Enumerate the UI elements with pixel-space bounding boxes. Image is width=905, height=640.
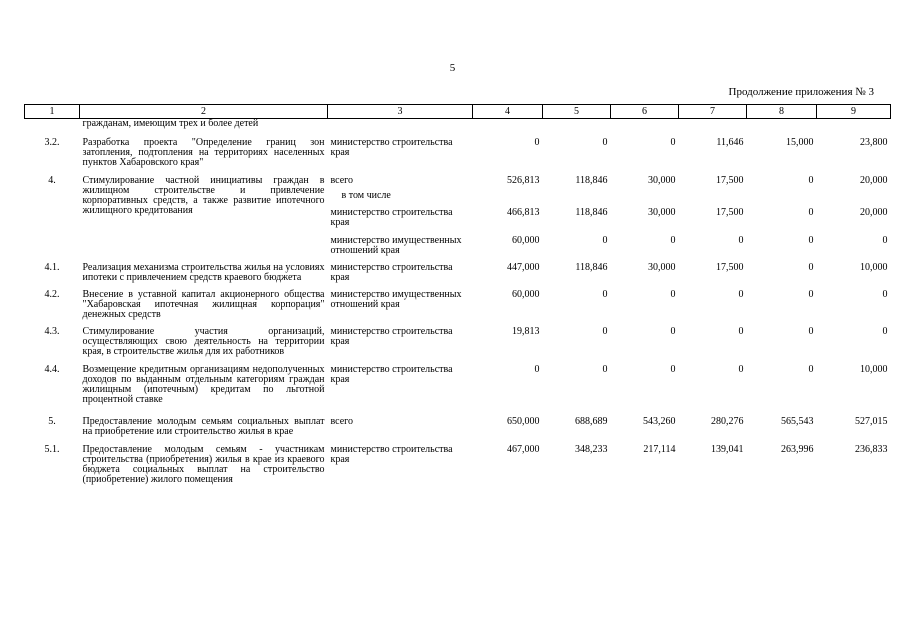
- row-executor: всего: [330, 175, 354, 186]
- row-value: 447,000: [507, 262, 540, 273]
- row-executor: министерство строительства края: [330, 364, 453, 385]
- row-value: 0: [738, 235, 744, 246]
- row-value: 17,500: [716, 207, 744, 218]
- row-description: Предоставление молодым семьям социальных выплат на приобретение или строительство жилья в крае: [82, 416, 325, 437]
- row-value: 30,000: [648, 207, 676, 218]
- row-number: 4.3.: [44, 326, 60, 337]
- row-executor: министерство строительства края: [330, 137, 453, 158]
- row-value: 0: [670, 364, 676, 375]
- column-header: 5: [543, 105, 611, 119]
- row-value: 526,813: [507, 175, 540, 186]
- table-row: [25, 327, 891, 357]
- row-value: 17,500: [716, 262, 744, 273]
- row-value: 15,000: [786, 137, 814, 148]
- row-value: 0: [882, 326, 888, 337]
- table-row: [25, 263, 891, 283]
- row-value: 527,015: [855, 416, 888, 427]
- row-value: 0: [808, 235, 814, 246]
- row-value: 20,000: [860, 175, 888, 186]
- row-value: 0: [602, 326, 608, 337]
- column-header: 6: [611, 105, 679, 119]
- row-value: 0: [808, 326, 814, 337]
- program-table: [24, 104, 891, 485]
- row-description: Стимулирование участия организаций, осуществляющих свою деятельность на территории края, в строительстве жилья для их работников: [82, 326, 325, 357]
- row-value: 0: [670, 137, 676, 148]
- row-value: 263,996: [781, 444, 814, 455]
- row-value: 0: [534, 364, 540, 375]
- page-number: 5: [449, 62, 456, 74]
- carryover-row: [25, 119, 891, 130]
- row-number: 5.1.: [44, 444, 60, 455]
- column-header: 2: [80, 105, 328, 119]
- table-row: [25, 365, 891, 405]
- row-description: Реализация механизма строительства жилья на условиях ипотеки с привлечением средств краевого бюджета: [82, 262, 325, 283]
- row-value: 650,000: [507, 416, 540, 427]
- row-value: 0: [602, 137, 608, 148]
- table-row: [25, 445, 891, 485]
- row-value: 0: [738, 364, 744, 375]
- row-number: 4.1.: [44, 262, 60, 273]
- row-value: 0: [602, 235, 608, 246]
- row-executor: всего: [330, 416, 354, 427]
- row-value: 0: [808, 175, 814, 186]
- row-value: 565,543: [781, 416, 814, 427]
- row-value: 217,114: [643, 444, 676, 455]
- row-value: 10,000: [860, 262, 888, 273]
- table-row: [25, 138, 891, 168]
- row-executor: министерство строительства края: [330, 207, 453, 228]
- row-value: 118,846: [575, 175, 608, 186]
- row-value: 0: [882, 289, 888, 300]
- table-row: [25, 290, 891, 320]
- row-value: 0: [670, 326, 676, 337]
- carryover-text: гражданам, имеющим трех и более детей: [82, 118, 259, 129]
- row-value: 0: [808, 364, 814, 375]
- row-value: 543,260: [643, 416, 676, 427]
- row-value: 118,846: [575, 207, 608, 218]
- row-description: Стимулирование частной инициативы граждан в жилищном строительстве и привлечение корпоративных средств, а также развитие ипотечного жилищного кредитования: [82, 175, 325, 216]
- row-value: 466,813: [507, 207, 540, 218]
- row-value: 10,000: [860, 364, 888, 375]
- row-value: 0: [602, 289, 608, 300]
- row-value: 0: [602, 364, 608, 375]
- row-value: 30,000: [648, 175, 676, 186]
- column-header: 7: [679, 105, 747, 119]
- table-header-row: [25, 105, 891, 119]
- row-value: 11,646: [716, 137, 744, 148]
- row-value: 60,000: [512, 289, 540, 300]
- row-value: 0: [534, 137, 540, 148]
- column-header: 4: [473, 105, 543, 119]
- row-value: 0: [808, 207, 814, 218]
- row-value: 236,833: [855, 444, 888, 455]
- row-number: 4.4.: [44, 364, 60, 375]
- row-number: 3.2.: [44, 137, 60, 148]
- column-header: 8: [747, 105, 817, 119]
- row-value: 0: [808, 262, 814, 273]
- row-executor: в том числе: [341, 190, 391, 201]
- row-value: 348,233: [575, 444, 608, 455]
- row-value: 0: [808, 289, 814, 300]
- row-executor: министерство строительства края: [330, 326, 453, 347]
- row-value: 19,813: [512, 326, 540, 337]
- row-description: Разработка проекта "Определение границ зон затопления, подтопления на территориях населенных пунктов Хабаровского края": [82, 137, 325, 168]
- row-value: 467,000: [507, 444, 540, 455]
- row-value: 688,689: [575, 416, 608, 427]
- row-executor: министерство строительства края: [330, 262, 453, 283]
- row-executor: министерство имущественных отношений края: [330, 235, 462, 256]
- row-value: 0: [738, 289, 744, 300]
- row-value: 118,846: [575, 262, 608, 273]
- appendix-continuation: Продолжение приложения № 3: [728, 86, 874, 98]
- column-header: 1: [25, 105, 80, 119]
- table-row: [25, 417, 891, 437]
- row-value: 0: [670, 235, 676, 246]
- row-value: 30,000: [648, 262, 676, 273]
- row-value: 17,500: [716, 175, 744, 186]
- row-value: 23,800: [860, 137, 888, 148]
- row-value: 280,276: [711, 416, 744, 427]
- row-value: 0: [738, 326, 744, 337]
- row-executor: министерство имущественных отношений края: [330, 289, 462, 310]
- row-value: 20,000: [860, 207, 888, 218]
- table-row: [25, 176, 891, 186]
- row-number: 4.: [48, 175, 56, 186]
- row-number: 4.2.: [44, 289, 60, 300]
- column-header: 3: [328, 105, 473, 119]
- row-value: 60,000: [512, 235, 540, 246]
- row-value: 0: [670, 289, 676, 300]
- row-description: Возмещение кредитным организациям недополученных доходов по выданным отдельным категориям граждан жилищным (ипотечным) кредитам по льготной процентной ставке: [82, 364, 325, 405]
- row-description: Внесение в уставной капитал акционерного общества "Хабаровская ипотечная жилищная корпорация" денежных средств: [82, 289, 325, 320]
- column-header: 9: [817, 105, 891, 119]
- row-value: 0: [882, 235, 888, 246]
- row-description: Предоставление молодым семьям - участникам строительства (приобретения) жилья в крае из краевого бюджета социальных выплат на строительство (приобретение) жилого помещения: [82, 444, 325, 485]
- row-value: 139,041: [711, 444, 744, 455]
- row-number: 5.: [48, 416, 56, 427]
- row-executor: министерство строительства края: [330, 444, 453, 465]
